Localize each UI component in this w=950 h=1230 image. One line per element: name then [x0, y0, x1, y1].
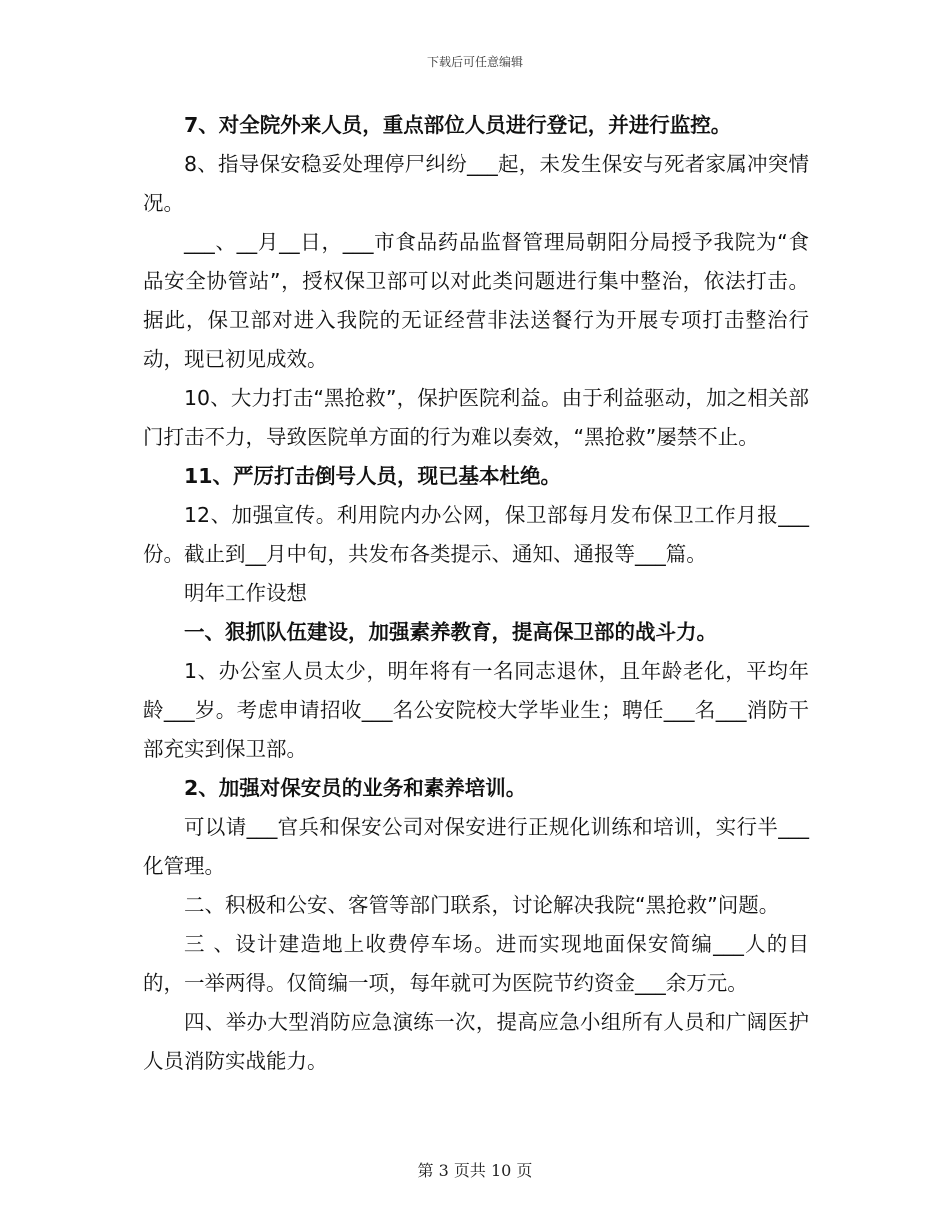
plan-heading-1: 一、狠抓队伍建设，加强素养教育，提高保卫部的战斗力。 [184, 620, 717, 644]
section-heading-next-year: 明年工作设想 [184, 581, 307, 605]
paragraph-item-9: ___、__月__日，___市食品药品监督管理局朝阳分局授予我院为“食品安全协管站”，授权保卫部可以对此类问题进行集中整治，依法打击。据此，保卫部对进入我院的无证经营非法送餐行为开展专项打击整治行动，现已初见成效。 [143, 230, 809, 371]
page-number: 第 3 页共 10 页 [417, 1161, 533, 1180]
plan-item-1-1: 1、办公室人员太少，明年将有一名同志退休，且年龄老化，平均年龄___岁。考虑申请招收___名公安院校大学毕业生；聘任___名___消防干部充实到保卫部。 [143, 659, 809, 761]
paragraph-item-10: 10、大力打击“黑抢救”，保护医院利益。由于利益驱动，加之相关部门打击不力，导致医院单方面的行为难以奏效，“黑抢救”屡禁不止。 [143, 386, 809, 449]
paragraph-item-12: 12、加强宣传。利用院内办公网，保卫部每月发布保卫工作月报___份。截止到__月中旬，共发布各类提示、通知、通报等___篇。 [143, 503, 809, 566]
plan-heading-4: 四、举办大型消防应急演练一次，提高应急小组所有人员和广阔医护人员消防实战能力。 [143, 1010, 809, 1073]
paragraph-item-8: 8、指导保安稳妥处理停尸纠纷___起，未发生保安与死者家属冲突情况。 [143, 152, 809, 215]
plan-item-1-2-detail: 可以请___官兵和保安公司对保安进行正规化训练和培训，实行半___化管理。 [143, 815, 809, 878]
paragraph-item-11: 11、严厉打击倒号人员，现已基本杜绝。 [184, 464, 562, 488]
plan-heading-2: 二、积极和公安、客管等部门联系，讨论解决我院“黑抢救”问题。 [184, 893, 780, 917]
document-body [143, 106, 809, 1081]
plan-item-1-2: 2、加强对保安员的业务和素养培训。 [184, 776, 527, 800]
paragraph-item-7: 7、对全院外来人员，重点部位人员进行登记，并进行监控。 [184, 113, 732, 137]
page-header: 下载后可任意编辑 [426, 55, 523, 69]
plan-heading-3: 三 、设计建造地上收费停车场。进而实现地面保安简编___人的目的，一举两得。仅简编一项，每年就可为医院节约资金___余万元。 [143, 932, 809, 995]
